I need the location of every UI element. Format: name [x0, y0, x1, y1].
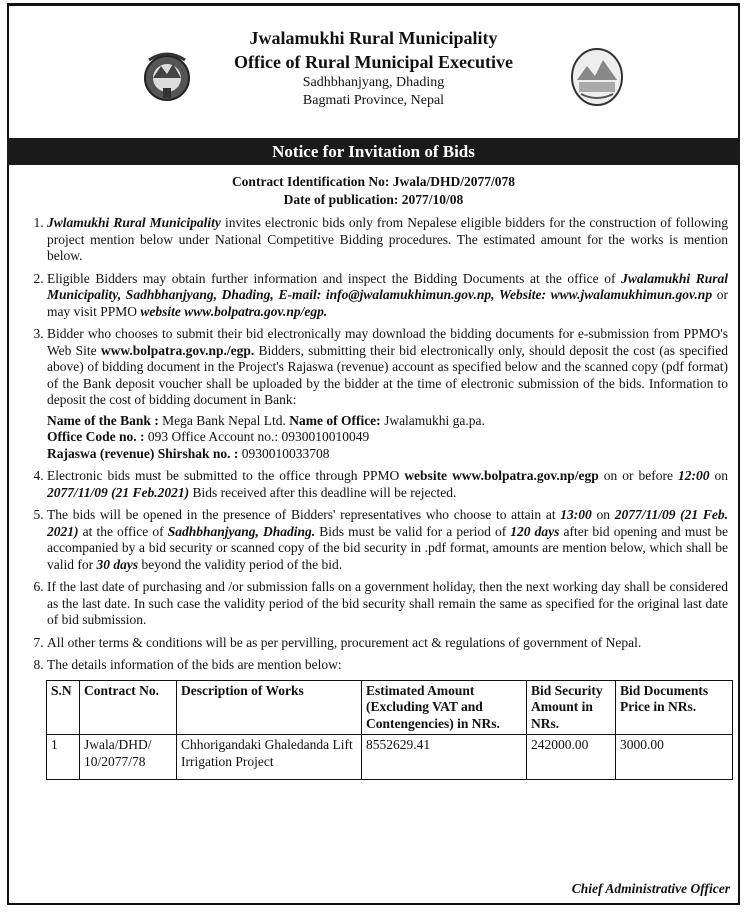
item-4-text-4: Bids received after this deadline will be rejected.	[189, 484, 457, 500]
item-5-time: 13:00	[560, 507, 592, 522]
item-5-text-6: beyond the validity period of the bid.	[138, 556, 343, 572]
address-line1: Sadhbhanjyang, Dhading	[302, 75, 445, 90]
cell-security: 242000.00	[527, 735, 616, 780]
item-5-text-4: Bids must be valid for a period of	[315, 523, 511, 539]
notice-items-continued	[9, 468, 738, 674]
item-5-text-3: at the office of	[78, 523, 168, 539]
item-3-text-2: Bidders, submitting their bid electronically only, should deposit the cost (as specified above) of bidding document in the Project's Rajaswa (revenue) account as specified below and the scanned copy (pdf format) of the Bank deposit voucher shall be uploaded by the bidder at the time of electronic submission of the bids. Information to deposit the cost of bidding document in Bank:	[47, 342, 728, 407]
item-6: 6. If the last date of purchasing and /or submission falls on a government holiday, then the next working day shall be considered as the last date. In such case the validity period of the bid security shall remain the same as specified for the original last date of bid submission.	[47, 579, 728, 629]
municipality-logo-icon	[569, 46, 625, 108]
signoff: Chief Administrative Officer	[571, 881, 730, 896]
item-5-text-5: after bid opening and must be accompanied by a bid security or scanned copy of the bid security in .pdf format, amounts are mention below, which shall be valid for	[47, 523, 728, 572]
contract-id: Contract Identification No: Jwala/DHD/2077/078	[231, 174, 516, 189]
item-5-security-validity: 30 days	[96, 556, 139, 572]
office-code-label: Office Code no. :	[47, 429, 145, 444]
col-sn: S.N	[47, 680, 80, 735]
table-row	[47, 735, 733, 780]
bids-table	[46, 680, 733, 781]
item-5-text-1: The bids will be opened in the presence of Bidders' representatives who choose to attain at	[47, 507, 561, 522]
cell-desc: Chhorigandaki Ghaledanda Lift Irrigation Project	[177, 735, 362, 780]
item-2	[47, 271, 728, 321]
item-7: 7. All other terms & conditions will be as per pervilling, procurement act & regulations of government of Nepal.	[47, 635, 728, 652]
bank-line-2	[47, 429, 738, 446]
col-contract: Contract No.	[80, 680, 177, 735]
item-4-url: website www.bolpatra.gov.np/egp	[404, 468, 599, 483]
office-name-value: Jwalamukhi ga.pa.	[380, 412, 485, 428]
cell-sn: 1	[47, 735, 80, 780]
item-4-time: 12:00	[677, 468, 710, 483]
cell-docs: 3000.00	[616, 735, 733, 780]
address-line2: Bagmati Province, Nepal	[302, 93, 445, 108]
item-3	[47, 326, 728, 409]
item-1-emphasis: Jwlamukhi Rural Municipality	[47, 215, 221, 230]
item-1-text: invites electronic bids only from Nepalese eligible bidders for the construction of following project mention below under National Competitive Bidding procedures. The estimated amount for the works is mention below.	[47, 215, 729, 263]
org-name: Jwalamukhi Rural Municipality	[249, 28, 498, 48]
bank-line-3	[47, 446, 738, 463]
item-4-text-3: on	[709, 468, 728, 483]
item-2-text: Eligible Bidders may obtain further information and inspect the Bidding Documents at the office of	[47, 270, 622, 286]
item-4-date: 2077/11/09 (21 Feb.2021)	[47, 484, 190, 500]
cell-contract: Jwala/DHD/ 10/2077/78	[80, 735, 177, 780]
item-2-mid: or may visit PPMO	[47, 287, 729, 319]
shirshak-value: 0930010033708	[238, 445, 330, 461]
item-4	[47, 468, 728, 501]
item-5-date: 2077/11/09 (21 Feb. 2021)	[47, 507, 729, 539]
header	[9, 26, 738, 138]
item-3-url: www.bolpatra.gov.np./egp.	[100, 342, 255, 358]
item-3-text-1: Bidder who chooses to submit their bid electronically may download the bidding documents for e-submission from PPMO's Web Site	[47, 326, 728, 358]
item-5-text-2: on	[591, 507, 615, 522]
office-name-label: Name of Office:	[289, 412, 381, 428]
item-4-text-1: Electronic bids must be submitted to the office through PPMO	[47, 468, 405, 483]
col-amount: Estimated Amount (Excluding VAT and Contengencies) in NRs.	[362, 680, 527, 735]
bank-details	[9, 413, 738, 463]
bank-name-value: Mega Bank Nepal Ltd.	[158, 412, 290, 428]
item-2-emphasis-2: website www.bolpatra.gov.np/egp.	[140, 303, 328, 319]
item-5-place: Sadhbhanjyang, Dhading.	[167, 523, 316, 539]
item-8: 8. The details information of the bids are mention below:	[47, 657, 728, 674]
nepal-emblem-icon	[139, 48, 195, 104]
col-docs: Bid Documents Price in NRs.	[616, 680, 733, 735]
office-code-value: 093 Office Account no.: 0930010010049	[144, 429, 370, 444]
bank-name-label: Name of the Bank :	[47, 412, 159, 428]
publication-date: Date of publication: 2077/10/08	[283, 192, 464, 207]
cell-amount: 8552629.41	[362, 735, 527, 780]
bank-line-1	[47, 413, 738, 430]
table-header-row	[47, 680, 733, 735]
shirshak-label: Rajaswa (revenue) Shirshak no. :	[47, 445, 239, 461]
col-security: Bid Security Amount in NRs.	[527, 680, 616, 735]
item-2-emphasis-1: Jwalamukhi Rural Municipality, Sadhbhanjyang, Dhading, E-mail: info@jwalamukhimun.gov.np, Website: www.jwalamukhimun.gov.np	[47, 270, 728, 302]
notice-page	[7, 3, 740, 905]
notice-items	[9, 215, 738, 409]
item-5	[47, 507, 728, 573]
item-4-text-2: on or before	[598, 468, 678, 483]
item-5-validity: 120 days	[510, 523, 560, 539]
office-name: Office of Rural Municipal Executive	[234, 52, 513, 72]
col-desc: Description of Works	[177, 680, 362, 735]
item-1	[47, 215, 728, 265]
notice-title: Notice for Invitation of Bids	[7, 138, 740, 165]
